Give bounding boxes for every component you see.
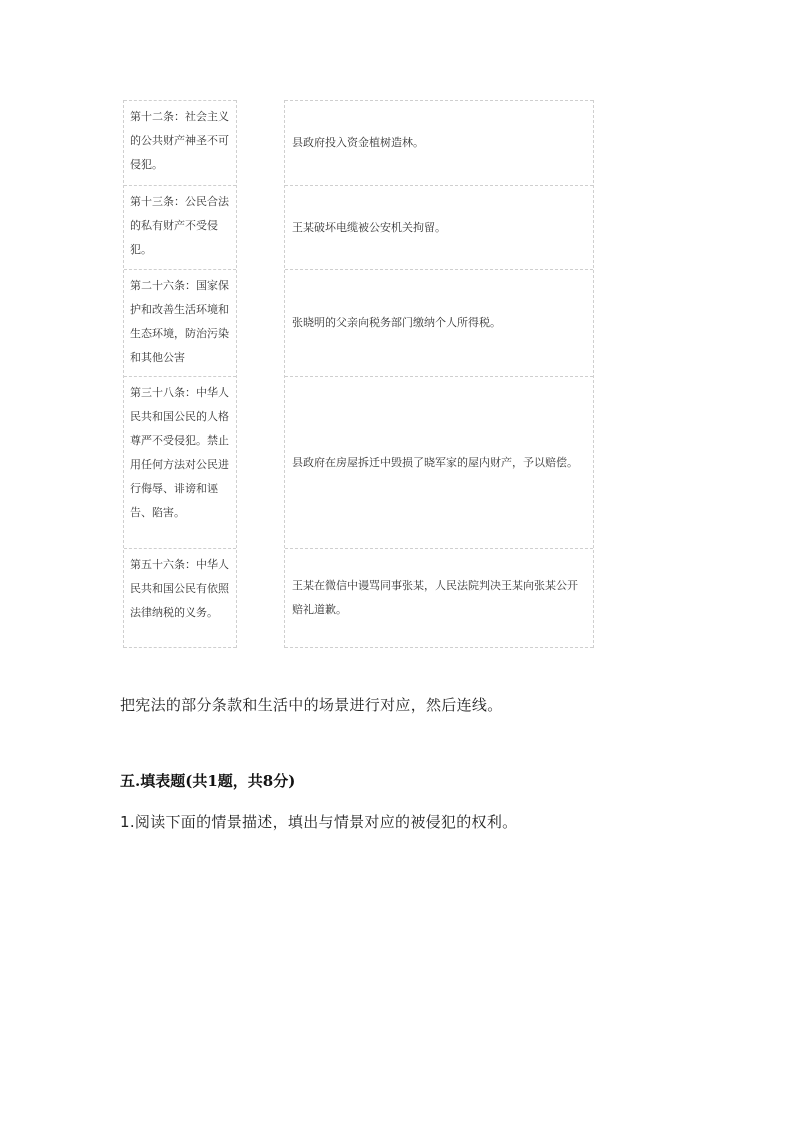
- article-cell: 第五十六条：中华人民共和国公民有依照法律纳税的义务。: [124, 548, 236, 648]
- section-title: 五.填表题(共1题，共8分): [120, 772, 296, 790]
- scenario-cell: 张晓明的父亲向税务部门缴纳个人所得税。: [285, 269, 593, 376]
- scenario-column: [284, 100, 594, 648]
- scenario-cell: 王某破坏电缆被公安机关拘留。: [285, 185, 593, 269]
- article-cell: 第十三条：公民合法的私有财产不受侵犯。: [124, 185, 236, 269]
- article-column: [123, 100, 237, 648]
- matching-instruction: 把宪法的部分条款和生活中的场景进行对应，然后连线。: [120, 696, 503, 714]
- article-cell: 第三十八条：中华人民共和国公民的人格尊严不受侵犯。禁止用任何方法对公民进行侮辱、诽谤和诬告、陷害。: [124, 376, 236, 548]
- article-cell: 第二十六条：国家保护和改善生活环境和生态环境，防治污染和其他公害: [124, 269, 236, 376]
- scenario-cell: 县政府在房屋拆迁中毁损了晓军家的屋内财产，予以赔偿。: [285, 376, 593, 548]
- question-text: 1.阅读下面的情景描述，填出与情景对应的被侵犯的权利。: [120, 813, 518, 831]
- scenario-cell: 县政府投入资金植树造林。: [285, 100, 593, 185]
- article-cell: 第十二条：社会主义的公共财产神圣不可侵犯。: [124, 100, 236, 185]
- scenario-cell: 王某在微信中谩骂同事张某，人民法院判决王某向张某公开赔礼道歉。: [285, 548, 593, 648]
